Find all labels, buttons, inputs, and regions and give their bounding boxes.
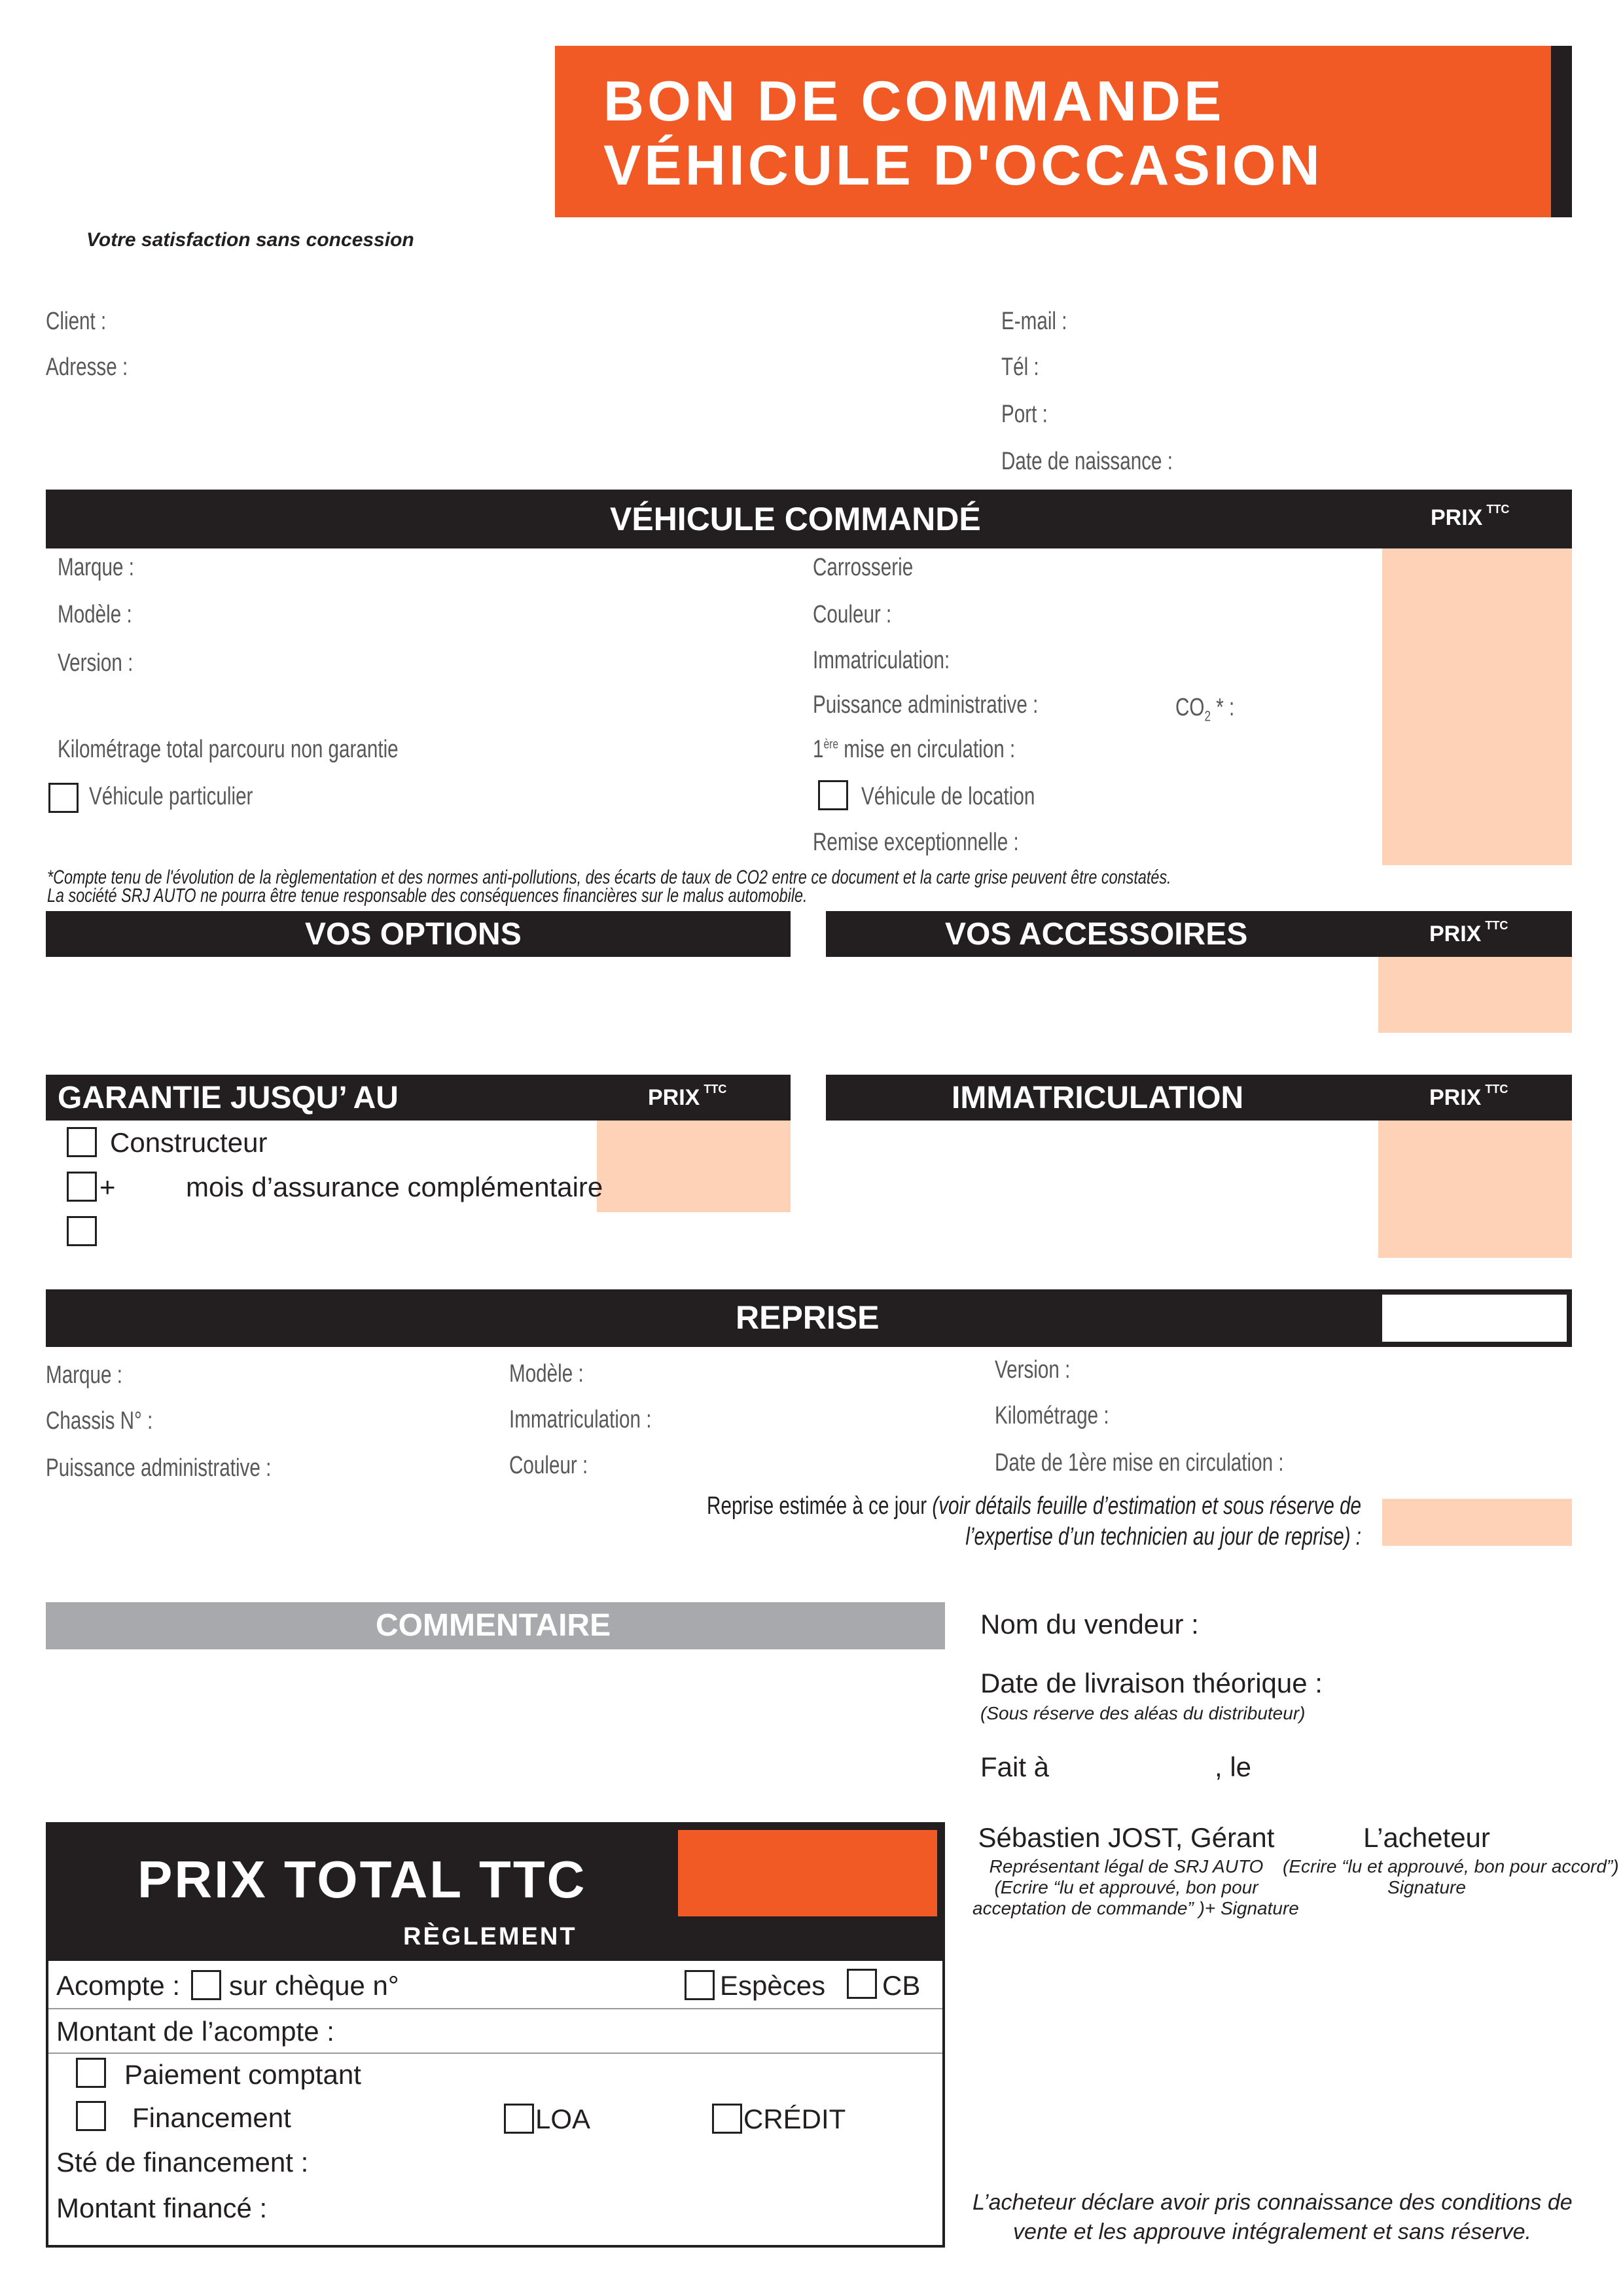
loa-checkbox[interactable]	[504, 2104, 534, 2134]
especes-label: Espèces	[720, 1970, 826, 2001]
financement-label: Financement	[132, 2102, 291, 2133]
garantie-prix: PRIX $^{TTC}$	[648, 1083, 727, 1110]
reprise-title: REPRISE	[736, 1299, 880, 1336]
total-price-cell[interactable]	[678, 1830, 937, 1916]
birthdate-label: Date de naissance :	[1001, 448, 1173, 475]
reprise-price-cell[interactable]	[1382, 1295, 1567, 1342]
reglement-title: RÈGLEMENT	[403, 1923, 577, 1950]
adresse-label: Adresse :	[46, 353, 128, 381]
tel-label: Tél :	[1001, 353, 1039, 381]
montant-acompte-label: Montant de l’acompte :	[56, 2016, 334, 2047]
acheteur-block	[1283, 1822, 1619, 1898]
comptant-checkbox[interactable]	[76, 2058, 106, 2088]
accessoires-price-cell[interactable]	[1378, 957, 1572, 1033]
ste-financement-label: Sté de financement :	[56, 2147, 309, 2178]
port-label: Port :	[1001, 401, 1048, 428]
fait-label: Fait à	[980, 1751, 1050, 1782]
reprise-chassis-label: Chassis N° :	[46, 1407, 153, 1435]
gerant-name: Sébastien JOST, Gérant	[978, 1822, 1275, 1853]
particulier-label: Véhicule particulier	[89, 783, 253, 810]
page-title-line1: BON DE COMMANDE	[603, 70, 1225, 133]
page-title-line2: VÉHICULE D'OCCASION	[603, 134, 1323, 197]
puissance-label: Puissance administrative :	[813, 691, 1039, 719]
cheque-checkbox[interactable]	[191, 1970, 221, 2000]
acompte-label: Acompte :	[56, 1970, 181, 2001]
vehicule-title: VÉHICULE COMMANDÉ	[610, 501, 981, 537]
assurance-checkbox[interactable]	[67, 1172, 97, 1202]
co2-note-line2: La société SRJ AUTO ne pourra être tenue responsable des conséquences financières sur le malus automobile.	[47, 885, 808, 906]
location-checkbox[interactable]	[818, 780, 848, 810]
immatriculation-price-cell[interactable]	[1378, 1121, 1572, 1258]
declaration-line2: vente et les approuve intégralement et sans réserve.	[1013, 2219, 1531, 2244]
version-label: Version :	[58, 649, 134, 677]
le-label: , le	[1215, 1751, 1252, 1782]
acheteur-name: L’acheteur	[1363, 1822, 1490, 1853]
livraison-label: Date de livraison théorique :	[980, 1668, 1323, 1698]
reprise-estimee-note2: l’expertise d’un technicien au jour de reprise) :	[965, 1523, 1361, 1551]
location-label: Véhicule de location	[861, 783, 1035, 810]
vehicule-prix: PRIX $^{TTC}$	[1431, 503, 1510, 530]
couleur-label: Couleur :	[813, 601, 892, 628]
total-title: PRIX TOTAL TTC	[137, 1850, 587, 1909]
marque-label: Marque :	[58, 554, 134, 581]
gerant-note3: acceptation de commande” )+ Signature	[972, 1898, 1299, 1918]
livraison-note: (Sous réserve des aléas du distributeur)	[980, 1703, 1306, 1723]
reprise-modele-label: Modèle :	[509, 1360, 584, 1388]
modele-label: Modèle :	[58, 601, 132, 628]
gerant-block	[972, 1822, 1299, 1919]
plus-sign: +	[99, 1172, 116, 1202]
title-banner-edge	[1551, 46, 1572, 217]
reprise-marque-label: Marque :	[46, 1361, 122, 1389]
loa-label: LOA	[535, 2104, 591, 2134]
client-label: Client :	[46, 308, 107, 335]
co2-label: $CO_2$ * :	[1175, 694, 1235, 725]
carrosserie-label: Carrosserie	[813, 554, 914, 581]
email-label: E-mail :	[1001, 308, 1067, 335]
particulier-checkbox[interactable]	[48, 783, 79, 813]
reprise-immat-label: Immatriculation :	[509, 1406, 652, 1433]
reprise-couleur-label: Couleur :	[509, 1452, 588, 1479]
accessoires-prix: PRIX $^{TTC}$	[1429, 919, 1508, 946]
vehicule-price-cell[interactable]	[1382, 548, 1572, 865]
co2-note-line1: *Compte tenu de l'évolution de la règlementation et des normes anti-pollutions, des écarts de taux de CO2 entre ce document et la carte grise peuvent être constatés.	[47, 867, 1171, 888]
mise-label: 1ère mise en circulation :	[813, 736, 1016, 763]
constructeur-label: Constructeur	[110, 1127, 268, 1158]
divider-2	[48, 2053, 942, 2054]
immat-label: Immatriculation:	[813, 647, 950, 674]
comptant-label: Paiement comptant	[124, 2059, 361, 2090]
remise-label: Remise exceptionnelle :	[813, 829, 1019, 856]
vendeur-label: Nom du vendeur :	[980, 1609, 1199, 1640]
divider-1	[48, 2008, 942, 2009]
garantie-extra-checkbox[interactable]	[67, 1216, 97, 1246]
constructeur-checkbox[interactable]	[67, 1127, 97, 1157]
reprise-puissance-label: Puissance administrative :	[46, 1454, 272, 1482]
reprise-estimee-note1: (voir détails feuille d’estimation et sous réserve de	[932, 1492, 1361, 1520]
garantie-title: GARANTIE JUSQU’ AU	[58, 1081, 399, 1115]
km-label: Kilométrage total parcouru non garantie	[58, 736, 399, 763]
cb-label: CB	[882, 1970, 921, 2001]
cb-checkbox[interactable]	[847, 1969, 877, 1999]
garantie-price-cell[interactable]	[597, 1121, 791, 1212]
immatriculation-title: IMMATRICULATION	[952, 1081, 1244, 1115]
options-title: VOS OPTIONS	[305, 917, 522, 952]
tagline: Votre satisfaction sans concession	[86, 229, 414, 251]
especes-checkbox[interactable]	[685, 1970, 715, 2000]
financement-checkbox[interactable]	[76, 2101, 106, 2131]
gerant-note1: Représentant légal de SRJ AUTO	[989, 1856, 1264, 1876]
reprise-estimee-cell[interactable]	[1382, 1499, 1572, 1546]
cheque-label: sur chèque n°	[229, 1970, 399, 2001]
acheteur-note1: (Ecrire “lu et approuvé, bon pour accord”)	[1283, 1856, 1619, 1876]
reprise-estimee-label: Reprise estimée à ce jour	[707, 1492, 927, 1520]
accessoires-title: VOS ACCESSOIRES	[945, 917, 1248, 952]
credit-checkbox[interactable]	[712, 2104, 742, 2134]
gerant-note2: (Ecrire “lu et approuvé, bon pour	[994, 1877, 1258, 1897]
acheteur-note2: Signature	[1387, 1877, 1466, 1897]
declaration-line1: L’acheteur déclare avoir pris connaissance des conditions de	[972, 2190, 1573, 2215]
immatriculation-prix: PRIX $^{TTC}$	[1429, 1083, 1508, 1110]
declaration	[972, 2190, 1572, 2245]
credit-label: CRÉDIT	[743, 2104, 846, 2134]
reprise-mise-label: Date de 1ère mise en circulation :	[995, 1449, 1284, 1477]
assurance-label: mois d’assurance complémentaire	[186, 1172, 603, 1202]
reprise-estimee	[522, 1492, 1361, 1551]
commentaire-title: COMMENTAIRE	[376, 1608, 611, 1643]
montant-finance-label: Montant financé :	[56, 2193, 268, 2223]
reprise-version-label: Version :	[995, 1356, 1071, 1384]
reprise-km-label: Kilométrage :	[995, 1402, 1109, 1429]
